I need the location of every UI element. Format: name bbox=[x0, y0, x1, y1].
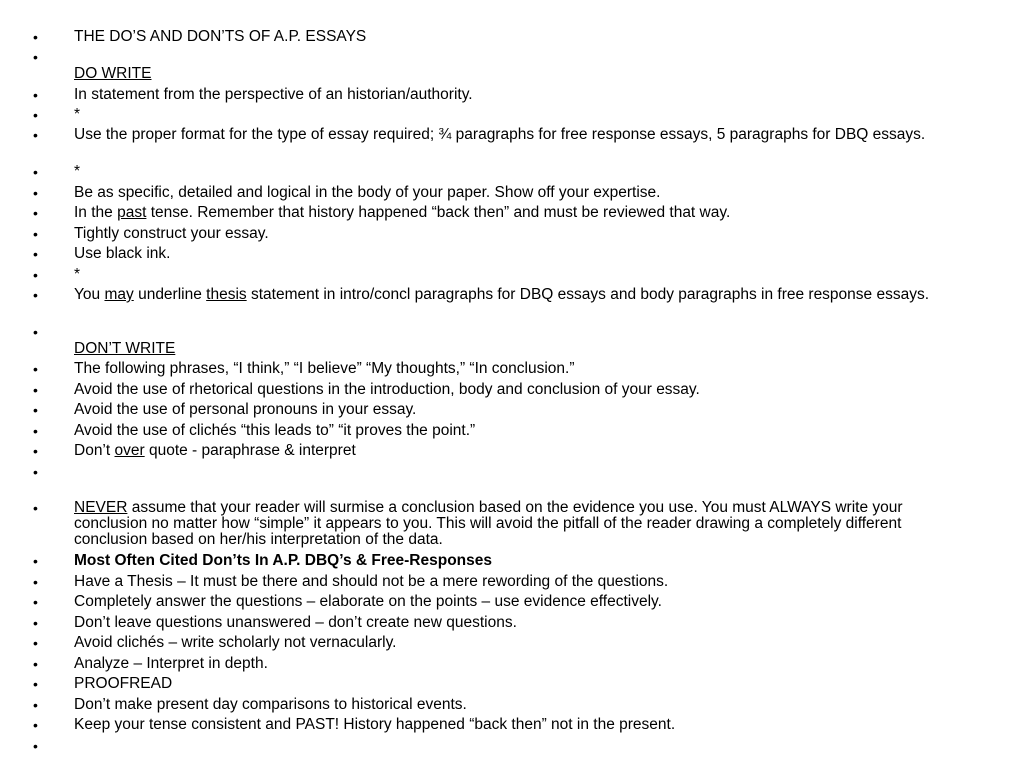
text-run: assume that your reader will surmise a conclusion based on the evidence you use. You must ALWAYS write your conclusion no matter how “simple” it appears to you. This will avoid the pitfall of the reader drawing a completely different conclusion based on her/his interpretation of the data. bbox=[74, 499, 903, 548]
list-item-text bbox=[74, 615, 974, 631]
bullet-marker: • bbox=[33, 500, 38, 516]
bullet-marker: • bbox=[33, 29, 38, 45]
text-run: Avoid the use of personal pronouns in your essay. bbox=[74, 401, 417, 418]
list-item-text bbox=[74, 717, 974, 733]
text-run: statement in intro/concl paragraphs for DBQ essays and body paragraphs in free response essays. bbox=[246, 286, 930, 303]
list-item-text bbox=[74, 574, 974, 590]
bullet-marker: • bbox=[33, 402, 38, 418]
list-item-text bbox=[74, 107, 974, 123]
text-run: In statement from the perspective of an historian/authority. bbox=[74, 86, 473, 103]
underlined-text: NEVER bbox=[74, 499, 128, 516]
bullet-marker: • bbox=[33, 676, 38, 692]
text-run: Keep your tense consistent and PAST! History happened “back then” not in the present. bbox=[74, 716, 676, 733]
bullet-marker: • bbox=[33, 267, 38, 283]
list-item-text bbox=[74, 594, 974, 610]
list-item-text bbox=[74, 246, 974, 262]
list-item-text bbox=[74, 402, 974, 418]
text-run: * bbox=[74, 163, 81, 180]
text-run: * bbox=[74, 266, 81, 283]
list-item-text bbox=[74, 553, 974, 569]
bullet-marker: • bbox=[33, 615, 38, 631]
text-run: Use the proper format for the type of essay required; ¾ paragraphs for free response essays, 5 paragraphs for DBQ essays. bbox=[74, 126, 926, 143]
text-run: In the bbox=[74, 204, 118, 221]
list-item-text bbox=[74, 635, 974, 651]
bullet-marker: • bbox=[33, 574, 38, 590]
text-run: The following phrases, “I think,” “I believe” “My thoughts,” “In conclusion.” bbox=[74, 360, 575, 377]
text-run: Don’t leave questions unanswered – don’t create new questions. bbox=[74, 614, 517, 631]
text-run: PROOFREAD bbox=[74, 675, 173, 692]
list-item-text bbox=[74, 87, 974, 103]
text-run: Don’t bbox=[74, 442, 115, 459]
text-run: Avoid the use of rhetorical questions in the introduction, body and conclusion of your essay. bbox=[74, 381, 700, 398]
underlined-text: past bbox=[117, 204, 147, 221]
bullet-marker: • bbox=[33, 464, 38, 480]
bullet-marker: • bbox=[33, 717, 38, 733]
text-run: Avoid the use of clichés “this leads to” “it proves the point.” bbox=[74, 422, 476, 439]
bold-text: Most Often Cited Don’ts In A.P. DBQ’s & Free-Responses bbox=[74, 552, 492, 569]
text-run: Analyze – Interpret in depth. bbox=[74, 655, 268, 672]
underlined-text: DON’T WRITE bbox=[74, 340, 176, 357]
text-run: Tightly construct your essay. bbox=[74, 225, 269, 242]
underlined-text: thesis bbox=[206, 286, 247, 303]
bullet-marker: • bbox=[33, 553, 38, 569]
list-item-text bbox=[74, 66, 974, 82]
bullet-marker: • bbox=[33, 287, 38, 303]
text-run: Have a Thesis – It must be there and should not be a mere rewording of the questions. bbox=[74, 573, 669, 590]
text-run: Completely answer the questions – elaborate on the points – use evidence effectively. bbox=[74, 593, 662, 610]
bullet-marker: • bbox=[33, 423, 38, 439]
list-item-text bbox=[74, 361, 974, 377]
text-run: Be as specific, detailed and logical in the body of your paper. Show off your expertise. bbox=[74, 184, 661, 201]
bullet-marker: • bbox=[33, 697, 38, 713]
list-item-text bbox=[74, 164, 974, 180]
bullet-marker: • bbox=[33, 361, 38, 377]
list-item-text bbox=[74, 267, 974, 283]
bullet-marker: • bbox=[33, 49, 38, 65]
bullet-marker: • bbox=[33, 205, 38, 221]
text-run: Don’t make present day comparisons to historical events. bbox=[74, 696, 467, 713]
list-item-text bbox=[74, 656, 974, 672]
list-item-text bbox=[74, 185, 974, 201]
text-run: Avoid clichés – write scholarly not vernacularly. bbox=[74, 634, 397, 651]
underlined-text: may bbox=[104, 286, 134, 303]
bullet-marker: • bbox=[33, 185, 38, 201]
text-run: quote - paraphrase & interpret bbox=[144, 442, 356, 459]
text-run: Use black ink. bbox=[74, 245, 171, 262]
bullet-marker: • bbox=[33, 738, 38, 754]
underlined-text: over bbox=[114, 442, 145, 459]
bullet-marker: • bbox=[33, 226, 38, 242]
bullet-marker: • bbox=[33, 87, 38, 103]
bullet-marker: • bbox=[33, 443, 38, 459]
text-run: You bbox=[74, 286, 105, 303]
bullet-marker: • bbox=[33, 635, 38, 651]
bullet-marker: • bbox=[33, 324, 38, 340]
list-item-text bbox=[74, 423, 974, 439]
list-item-text bbox=[74, 500, 974, 548]
list-item-text bbox=[74, 676, 974, 692]
list-item-text bbox=[74, 382, 974, 398]
underlined-text: DO WRITE bbox=[74, 65, 152, 82]
bullet-marker: • bbox=[33, 246, 38, 262]
list-item-text bbox=[74, 443, 974, 459]
text-run: * bbox=[74, 106, 81, 123]
list-item-text bbox=[74, 29, 974, 45]
text-run: tense. Remember that history happened “back then” and must be reviewed that way. bbox=[146, 204, 731, 221]
list-item-text bbox=[74, 127, 974, 143]
bullet-marker: • bbox=[33, 594, 38, 610]
bullet-marker: • bbox=[33, 107, 38, 123]
list-item-text bbox=[74, 341, 974, 357]
list-item-text bbox=[74, 697, 974, 713]
bullet-marker: • bbox=[33, 164, 38, 180]
text-run: underline bbox=[133, 286, 207, 303]
bullet-marker: • bbox=[33, 382, 38, 398]
list-item-text bbox=[74, 287, 974, 303]
text-run: THE DO’S AND DON’TS OF A.P. ESSAYS bbox=[74, 28, 367, 45]
bullet-marker: • bbox=[33, 127, 38, 143]
list-item-text bbox=[74, 205, 974, 221]
bullet-marker: • bbox=[33, 656, 38, 672]
list-item-text bbox=[74, 226, 974, 242]
